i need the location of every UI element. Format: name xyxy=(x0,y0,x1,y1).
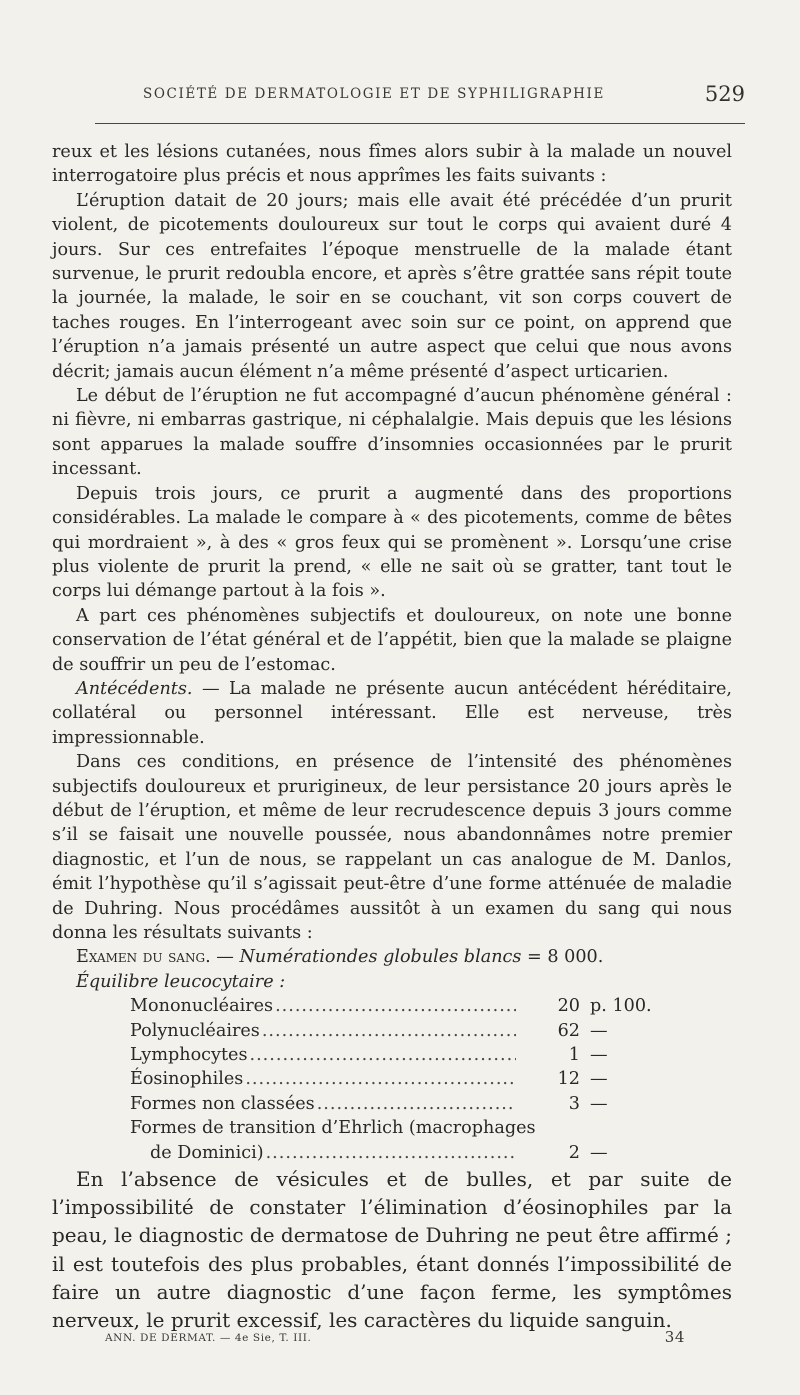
journal-reference: ANN. DE DERMAT. — 4e Sie, T. III. xyxy=(105,1332,312,1344)
footer xyxy=(105,1330,685,1352)
blood-exam-dash: — xyxy=(210,947,240,968)
leader-dots xyxy=(275,994,516,1018)
antecedents-label: Antécédents. xyxy=(76,678,193,699)
paragraph: Depuis trois jours, ce prurit a augmenté dans des proportions considérables. La malade le compare à « des picotements, comme de bêtes qui mordraient », à des « gros feux qui se promènent ». Lorsqu’une crise plus violente de prurit la prend, « elle ne sait où se gratter, tant tout le corps lui démange partout à la fois ». xyxy=(52,483,732,602)
table-row-value: 1 xyxy=(568,1045,580,1065)
table-row xyxy=(130,1043,670,1067)
page-number: 529 xyxy=(704,82,745,106)
paragraph: reux et les lésions cutanées, nous fîmes alors subir à la malade un nouvel interrogatoire plus précis et nous apprîmes les faits suivants : xyxy=(52,142,732,187)
white-cell-count-value: = 8 000. xyxy=(521,947,604,968)
table-row xyxy=(130,994,670,1018)
table-row-value: 12 xyxy=(557,1069,580,1090)
table-row-value: 2 xyxy=(568,1142,580,1163)
table-row-value: 3 xyxy=(568,1093,580,1114)
table-row-label: de Dominici) xyxy=(150,1142,264,1163)
table-row-unit: — xyxy=(590,1069,608,1090)
leader-dots xyxy=(245,1067,516,1091)
table-row xyxy=(130,1019,670,1043)
table-row-label: Éosinophiles xyxy=(130,1069,244,1090)
leader-dots xyxy=(262,1019,516,1043)
table-row-unit: — xyxy=(590,1020,608,1041)
antecedents-paragraph xyxy=(52,677,732,750)
table-row-label: Lymphocytes xyxy=(130,1045,248,1065)
table-row-label: Formes de transition d’Ehrlich (macrophages xyxy=(130,1118,536,1139)
header-rule xyxy=(95,123,745,124)
table-row xyxy=(130,1067,670,1091)
table-row-unit: — xyxy=(590,1045,608,1065)
paragraph: Le début de l’éruption ne fut accompagné d’aucun phénomène général : ni fièvre, ni embarras gastrique, ni céphalalgie. Mais depuis que les lésions sont apparues la malade souffre d’insomnies occasionnées par le prurit incessant. xyxy=(52,386,732,480)
table-row-unit: — xyxy=(590,1093,608,1114)
table-row-label: Formes non classées xyxy=(130,1093,315,1114)
table-row xyxy=(130,1116,670,1140)
leukocyte-table xyxy=(130,994,670,1165)
white-cell-count-label: Numérationdes globules blancs xyxy=(239,947,522,968)
leader-dots xyxy=(266,1141,516,1165)
paragraph: A part ces phénomènes subjectifs et douloureux, on note une bonne conservation de l’état général et de l’appétit, bien que la malade se plaigne de souffrir un peu de l’estomac. xyxy=(52,605,732,675)
blood-exam-label: Examen du sang. xyxy=(76,947,211,968)
signature-mark: 34 xyxy=(664,1328,685,1346)
table-row-value: 20 xyxy=(557,996,580,1017)
leukocyte-balance-label: Équilibre leucocytaire : xyxy=(76,971,286,992)
leader-dots xyxy=(317,1092,516,1116)
conclusion-paragraph: En l’absence de vésicules et de bulles, et par suite de l’impossibilité de constater l’élimination d’éosinophiles par la peau, le diagnostic de dermatose de Duhring ne peut être affirmé ; il est toutefois des plus probables, étant donnés l’impossibilité de faire un autre diagnostic d’une façon ferme, les symptômes nerveux, le prurit excessif, les caractères du liquide sanguin. xyxy=(52,1166,732,1332)
table-row-unit: — xyxy=(590,1142,608,1163)
table-row-unit: p. 100. xyxy=(590,996,652,1017)
running-header xyxy=(95,82,755,112)
table-row-value: 62 xyxy=(557,1020,580,1041)
table-row xyxy=(130,1092,670,1116)
table-row-label: Polynucléaires xyxy=(130,1020,260,1041)
running-header-title: SOCIÉTÉ DE DERMATOLOGIE ET DE SYPHILIGRAPHIE xyxy=(143,86,605,102)
table-row-label: Mononucléaires xyxy=(130,996,274,1017)
leader-dots xyxy=(250,1043,517,1067)
table-row xyxy=(130,1141,670,1165)
paragraph: L’éruption datait de 20 jours; mais elle avait été précédée d’un prurit violent, de picotements douloureux sur tout le corps qui avaient duré 4 jours. Sur ces entrefaites l’époque menstruelle de la malade étant survenue, le prurit redoubla encore, et après s’être grattée sans répit toute la journée, la malade, le soir en se couchant, vit son corps couvert de taches rouges. En l’interrogeant avec soin sur ce point, on apprend que l’éruption n’a jamais présenté un autre aspect que celui que nous avons décrit; jamais aucun élément n’a même présenté d’aspect urticarien. xyxy=(52,190,732,382)
blood-exam-line xyxy=(52,945,732,969)
paragraph: Dans ces conditions, en présence de l’intensité des phénomènes subjectifs douloureux et prurigineux, de leur persistance 20 jours après le début de l’éruption, et même de leur recrudescence depuis 3 jours comme s’il se faisait une nouvelle poussée, nous abandonnâmes notre premier diagnostic, et l’un de nous, se rappelant un cas analogue de M. Danlos, émit l’hypothèse qu’il s’agissait peut-être d’une forme atténuée de maladie de Duhring. Nous procédâmes aussitôt à un examen du sang qui nous donna les résultats suivants : xyxy=(52,752,732,943)
antecedents-text: — La malade ne présente aucun antécédent héréditaire, collatéral ou personnel intéressant. Elle est nerveuse, très impressionnable. xyxy=(52,678,732,748)
body-text xyxy=(52,140,732,1334)
